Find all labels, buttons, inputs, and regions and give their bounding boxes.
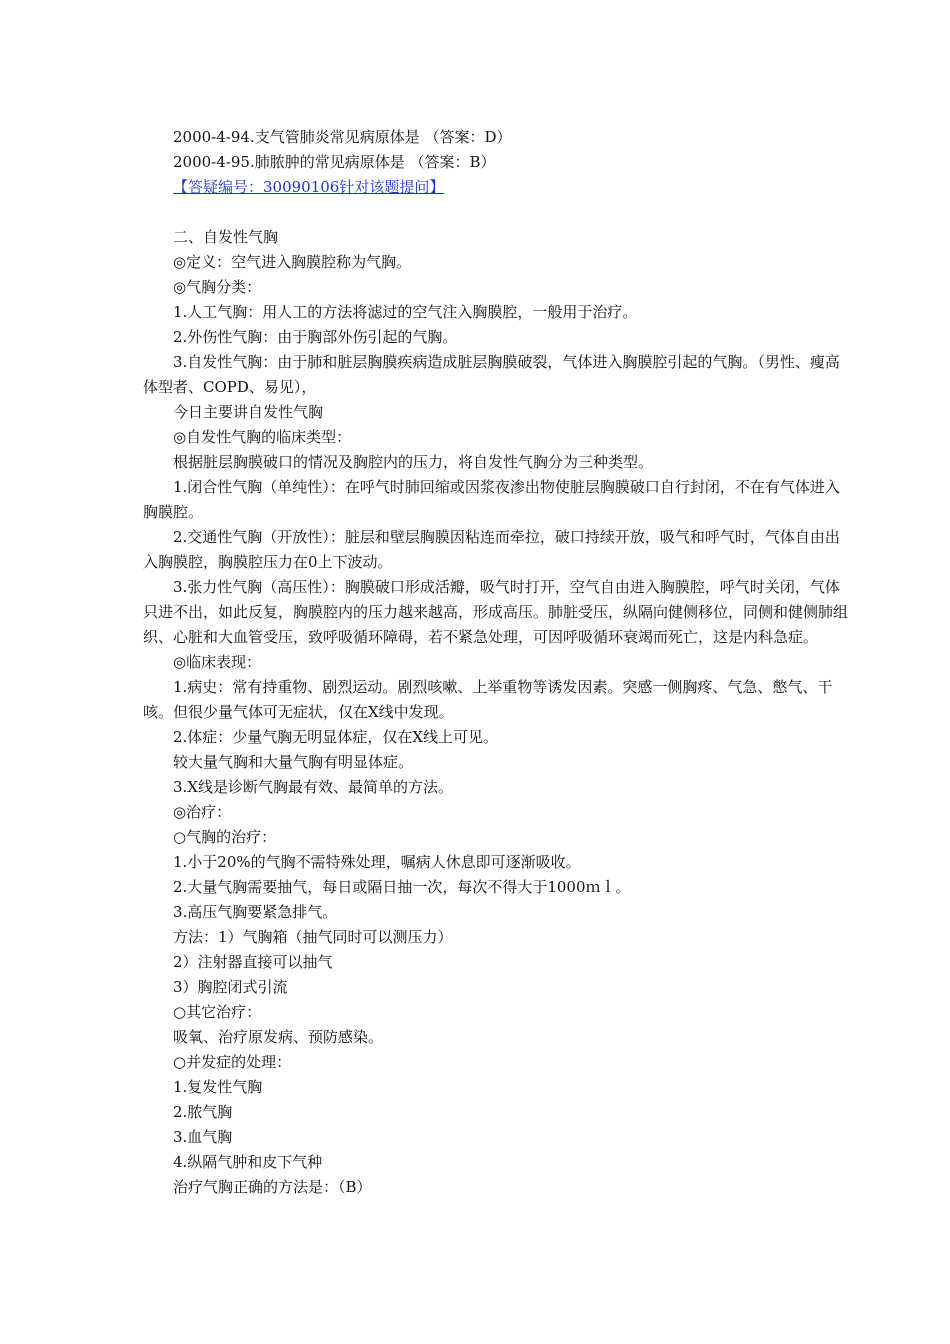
complication-item-4: 4.纵隔气肿和皮下气种: [173, 1153, 323, 1171]
clinical-item-2: 2.体症：少量气胸无明显体症，仅在X线上可见。: [173, 728, 498, 746]
method-item-2: 2）注射器直接可以抽气: [173, 953, 333, 971]
classification-title: ◎气胸分类：: [173, 278, 262, 296]
complications-title: ○并发症的处理：: [173, 1053, 292, 1071]
section-heading: 二、自发性气胸: [173, 228, 279, 246]
treatment-item-1: 1.小于20%的气胸不需特殊处理，嘱病人休息即可逐渐吸收。: [173, 853, 581, 871]
review-question: 治疗气胸正确的方法是：（B）: [173, 1178, 372, 1196]
clinical-types-title: ◎自发性气胸的临床类型：: [173, 428, 352, 446]
clinical-item-2b: 较大量气胸和大量气胸有明显体症。: [173, 753, 414, 771]
clinical-types-intro: 根据脏层胸膜破口的情况及胸腔内的压力，将自发性气胸分为三种类型。: [173, 453, 654, 471]
document-page: [143, 125, 848, 1200]
today-note: 今日主要讲自发性气胸: [173, 403, 324, 421]
question-94: 2000-4-94.支气管肺炎常见病原体是 （答案：D）: [173, 128, 512, 146]
type-item-3: 3.张力性气胸（高压性）：胸膜破口形成活瓣，吸气时打开，空气自由进入胸膜腔，呼气时关闭，气体只进不出，如此反复，胸膜腔内的压力越来越高，形成高压。肺脏受压，纵隔向健侧移位，同侧和健侧肺组织、心脏和大血管受压，致呼吸循环障碍，若不紧急处理，可因呼吸循环衰竭而死亡，这是内科急症。: [143, 578, 849, 646]
classification-item-3: 3.自发性气胸：由于肺和脏层胸膜疾病造成脏层胸膜破裂，气体进入胸膜腔引起的气胸。（男性、瘦高体型者、COPD、易见），: [143, 353, 840, 396]
other-treatment-title: ○其它治疗：: [173, 1003, 262, 1021]
complication-item-1: 1.复发性气胸: [173, 1078, 263, 1096]
classification-item-2: 2.外伤性气胸：由于胸部外伤引起的气胸。: [173, 328, 458, 346]
ask-question-link[interactable]: 【答疑编号：30090106针对该题提问】: [173, 178, 445, 196]
treatment-title: ◎治疗：: [173, 803, 232, 821]
complication-item-2: 2.脓气胸: [173, 1103, 233, 1121]
clinical-item-1: 1.病史：常有持重物、剧烈运动。剧烈咳嗽、上举重物等诱发因素。突感一侧胸疼、气急、憋气、干咳。但很少量气体可无症状，仅在X线中发现。: [143, 678, 833, 721]
definition: ◎定义：空气进入胸膜腔称为气胸。: [173, 253, 412, 271]
treatment-item-2: 2.大量气胸需要抽气，每日或隔日抽一次，每次不得大于1000ｍｌ。: [173, 878, 631, 896]
clinical-item-3: 3.X线是诊断气胸最有效、最简单的方法。: [173, 778, 453, 796]
blank-line: [143, 200, 848, 225]
question-95: 2000-4-95.肺脓肿的常见病原体是 （答案：B）: [173, 153, 496, 171]
complication-item-3: 3.血气胸: [173, 1128, 233, 1146]
type-item-1: 1.闭合性气胸（单纯性）：在呼气时肺回缩或因浆夜渗出物使脏层胸膜破口自行封闭，不在有气体进入胸膜腔。: [143, 478, 840, 521]
method-item-1: 方法：1）气胸箱（抽气同时可以测压力）: [173, 928, 453, 946]
clinical-title: ◎临床表现：: [173, 653, 262, 671]
method-item-3: 3）胸腔闭式引流: [173, 978, 288, 996]
treatment-item-3: 3.高压气胸要紧急排气。: [173, 903, 338, 921]
classification-item-1: 1.人工气胸：用人工的方法将滤过的空气注入胸膜腔，一般用于治疗。: [173, 303, 638, 321]
other-treatment-text: 吸氧、治疗原发病、预防感染。: [173, 1028, 384, 1046]
treatment-subtitle: ○气胸的治疗：: [173, 828, 277, 846]
type-item-2: 2.交通性气胸（开放性）：脏层和壁层胸膜因粘连而牵拉，破口持续开放，吸气和呼气时，气体自由出入胸膜腔，胸膜腔压力在0上下波动。: [143, 528, 840, 571]
qa-link-paragraph: [143, 175, 848, 200]
